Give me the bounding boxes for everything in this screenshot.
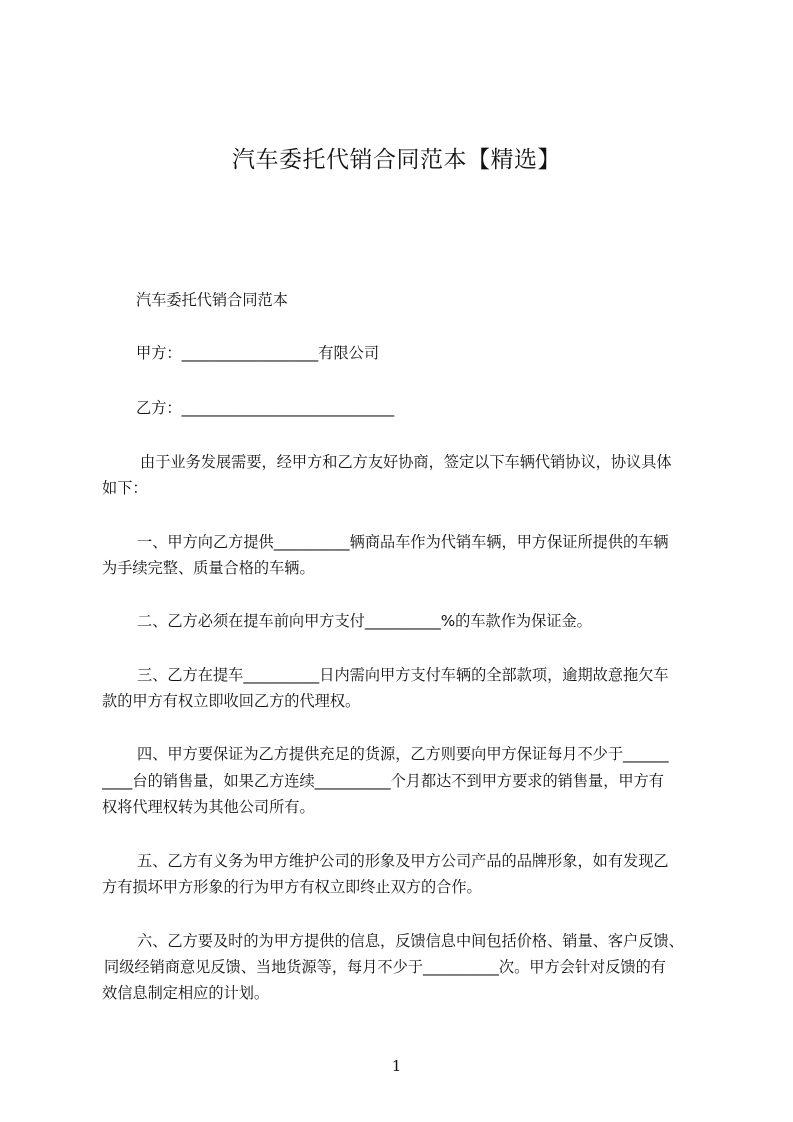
clause-1-line-2: 为手续完整、质量合格的车辆。 (102, 559, 315, 577)
clause-4-line-1: 四、甲方要保证为乙方提供充足的货源，乙方则要向甲方保证每月不少于______ (137, 745, 669, 763)
contract-heading: 汽车委托代销合同范本 (136, 291, 288, 309)
clause-2-line-1: 二、乙方必须在提车前向甲方支付__________%的车款作为保证金。 (137, 612, 592, 630)
clause-1-line-1: 一、甲方向乙方提供__________辆商品车作为代销车辆，甲方保证所提供的车辆 (137, 533, 669, 551)
clause-5-line-2: 方有损坏甲方形象的行为甲方有权立即终止双方的合作。 (102, 878, 482, 896)
document-title: 汽车委托代销合同范本【精选】 (232, 147, 561, 173)
clause-4-line-3: 权将代理权转为其他公司所有。 (102, 798, 315, 816)
page-number: 1 (391, 1057, 402, 1075)
clause-6-line-1: 六、乙方要及时的为甲方提供的信息，反馈信息中间包括价格、销量、客户反馈、 (137, 932, 684, 950)
party-b-line: 乙方：____________________________ (136, 399, 395, 417)
clause-4-line-2: ____台的销售量，如果乙方连续__________个月都达不到甲方要求的销售量，甲方有 (102, 772, 664, 790)
party-a-line: 甲方：__________________有限公司 (136, 344, 379, 362)
clause-6-line-2: 同级经销商意见反馈、当地货源等，每月不少于__________次。甲方会针对反馈的有 (104, 958, 666, 976)
clause-5-line-1: 五、乙方有义务为甲方维护公司的形象及甲方公司产品的品牌形象，如有发现乙 (137, 852, 669, 870)
intro-line-2: 如下： (102, 479, 148, 497)
clause-3-line-1: 三、乙方在提车__________日内需向甲方支付车辆的全部款项，逾期故意拖欠车 (137, 666, 669, 684)
clause-6-line-3: 效信息制定相应的计划。 (102, 984, 270, 1002)
intro-line-1: 由于业务发展需要，经甲方和乙方友好协商，签定以下车辆代销协议，协议具体 (140, 453, 672, 471)
clause-3-line-2: 款的甲方有权立即收回乙方的代理权。 (102, 692, 361, 710)
